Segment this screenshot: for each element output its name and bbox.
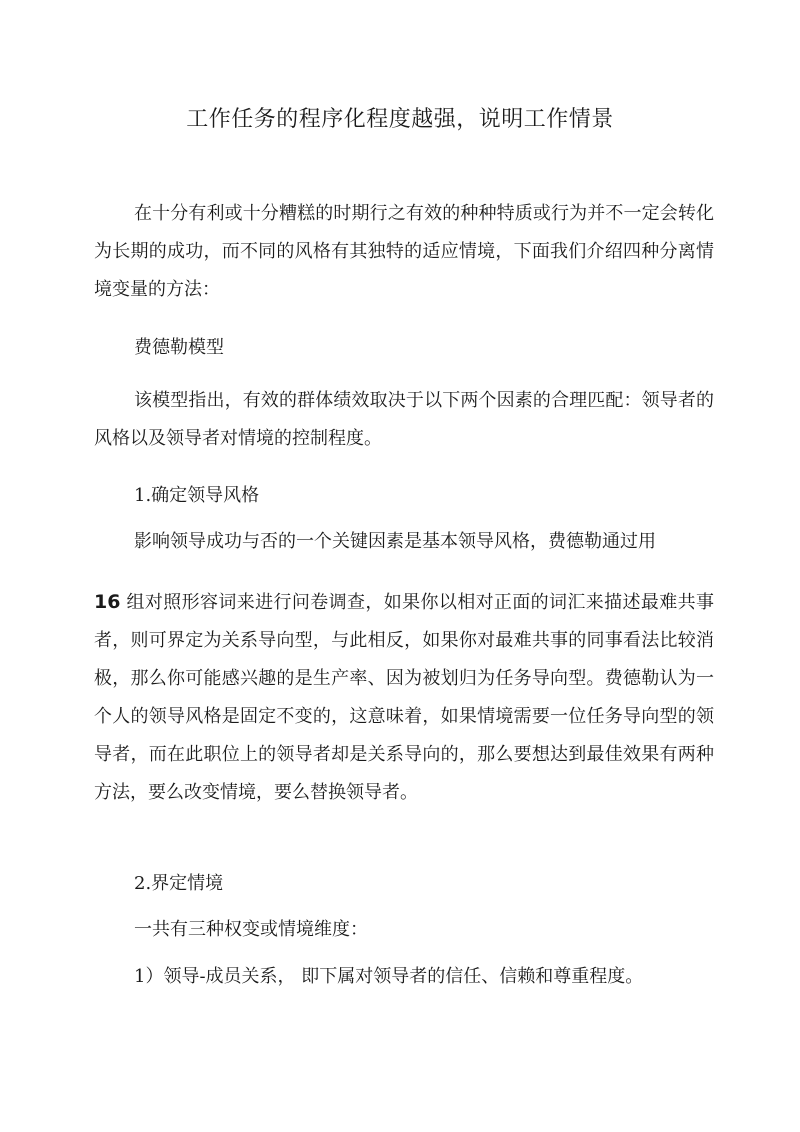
step1-intro-line: 影响领导成功与否的一个关键因素是基本领导风格，费德勒通过用: [134, 531, 656, 552]
step1-body-paragraph: [94, 583, 714, 812]
step1-heading: 1.确定领导风格: [134, 485, 260, 506]
model-description-paragraph: 该模型指出，有效的群体绩效取决于以下两个因素的合理匹配：领导者的风格以及领导者对情境的控制程度。: [94, 390, 714, 449]
dimensions-intro-line: 一共有三种权变或情境维度：: [134, 919, 368, 940]
intro-paragraph: 在十分有利或十分糟糕的时期行之有效的种种特质或行为并不一定会转化为长期的成功，而不同的风格有其独特的适应情境，下面我们介绍四种分离情境变量的方法：: [94, 203, 714, 300]
step2-heading: 2.界定情境: [134, 873, 224, 894]
document-title: 工作任务的程序化程度越强，说明工作情景: [186, 107, 614, 132]
dimension-1-line: 1）领导-成员关系， 即下属对领导者的信任、信赖和尊重程度。: [134, 966, 644, 987]
step1-number: 16: [94, 591, 121, 613]
section-heading-fiedler: 费德勒模型: [134, 337, 224, 358]
step1-body-text: 组对照形容词来进行问卷调查，如果你以相对正面的词汇来描述最难共事者，则可界定为关系导向型，与此相反，如果你对最难共事的同事看法比较消极，那么你可能感兴趣的是生产率、因为被划归为任务导向型。费德勒认为一个人的领导风格是固定不变的，这意味着，如果情境需要一位任务导向型的领导者，而在此职位上的领导者却是关系导向的，那么要想达到最佳效果有两种方法，要么改变情境，要么替换领导者。: [94, 592, 714, 803]
